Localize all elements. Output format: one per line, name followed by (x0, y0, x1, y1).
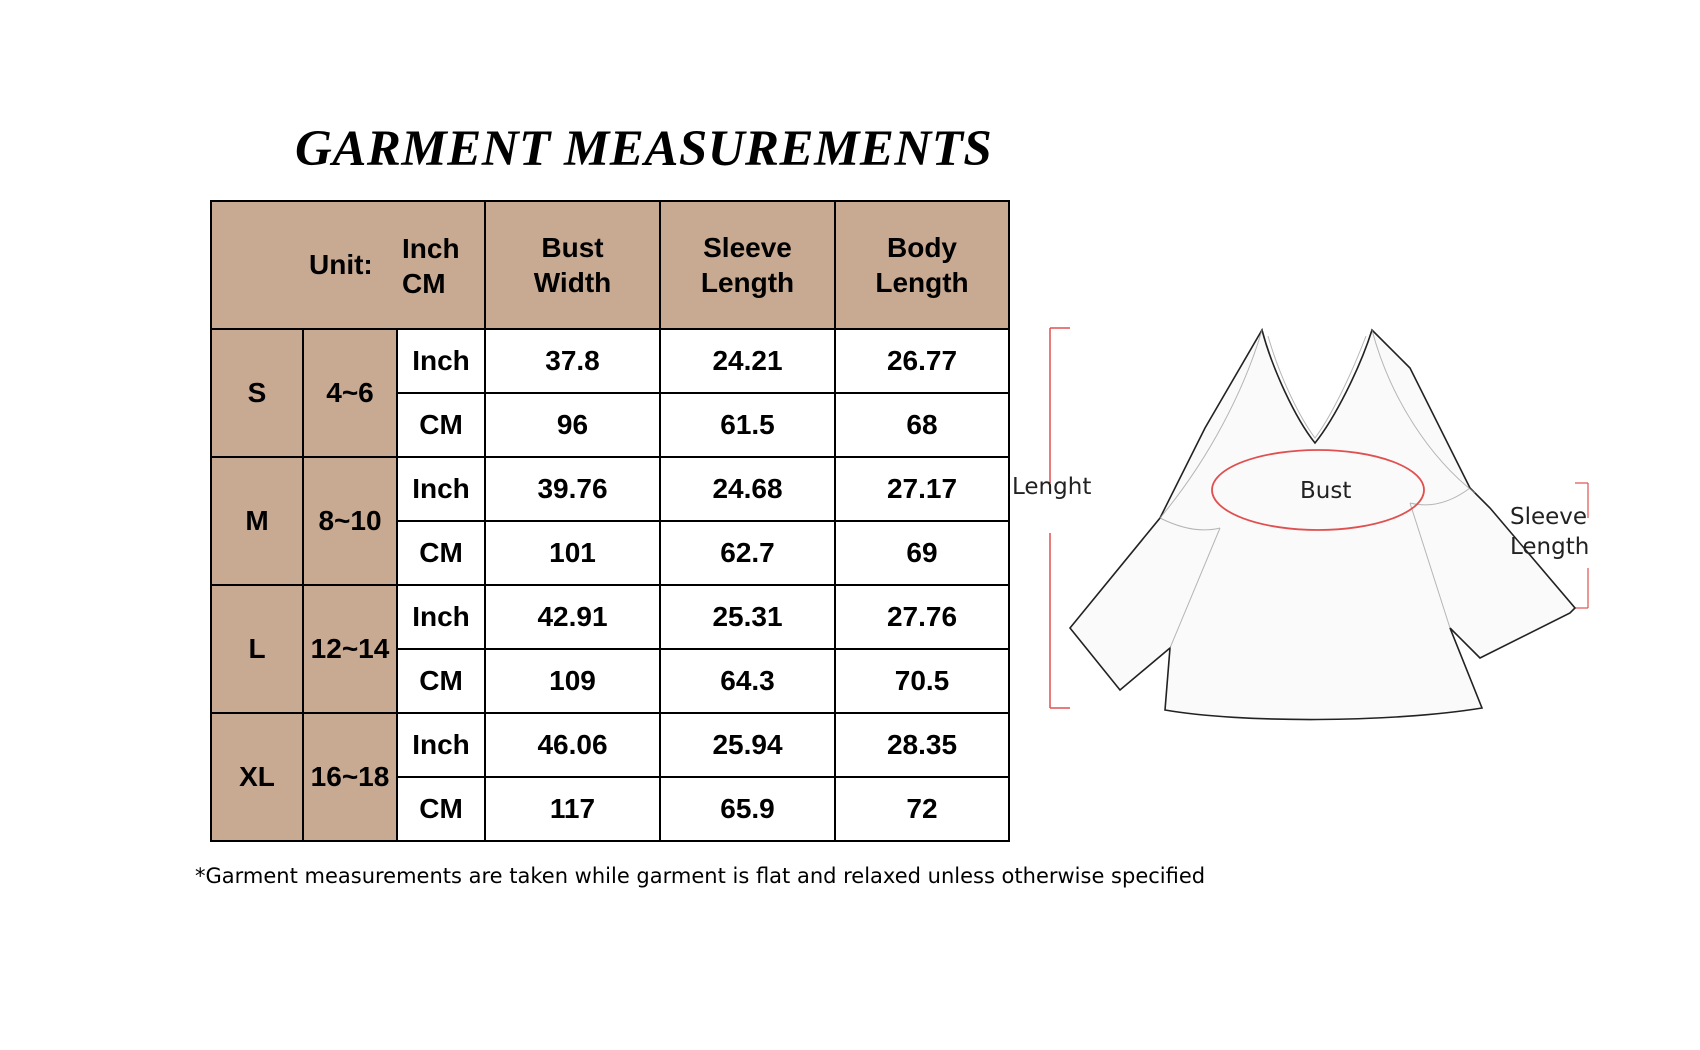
value-cell: 109 (485, 649, 660, 713)
size-chart-table (210, 200, 1010, 842)
page-title: GARMENT MEASUREMENTS (295, 121, 993, 177)
size-cell: S (211, 329, 303, 457)
table-row (211, 585, 1009, 649)
size-cell: M (211, 457, 303, 585)
unit-option: Inch (402, 233, 460, 264)
value-cell: 26.77 (835, 329, 1009, 393)
size-cell: L (211, 585, 303, 713)
column-header (660, 201, 835, 329)
value-cell: 117 (485, 777, 660, 841)
value-cell: 64.3 (660, 649, 835, 713)
unit-cell: CM (397, 393, 485, 457)
table-row (211, 457, 1009, 521)
value-cell: 65.9 (660, 777, 835, 841)
unit-cell: CM (397, 777, 485, 841)
value-cell: 68 (835, 393, 1009, 457)
value-cell: 96 (485, 393, 660, 457)
sleeve-label-line1: Sleeve (1510, 504, 1588, 530)
unit-cell: Inch (397, 713, 485, 777)
value-cell: 101 (485, 521, 660, 585)
value-cell: 25.94 (660, 713, 835, 777)
column-header-label: Body Length (875, 232, 969, 298)
size-range-cell: 8~10 (303, 457, 397, 585)
column-header (485, 201, 660, 329)
value-cell: 62.7 (660, 521, 835, 585)
unit-cell: Inch (397, 585, 485, 649)
unit-options (402, 231, 460, 301)
size-range-cell: 12~14 (303, 585, 397, 713)
value-cell: 70.5 (835, 649, 1009, 713)
table-row (211, 713, 1009, 777)
bust-label: Bust (1300, 478, 1352, 504)
unit-label: Unit: (309, 249, 373, 280)
value-cell: 24.68 (660, 457, 835, 521)
length-bracket (1050, 328, 1070, 708)
column-header-label: Bust Width (533, 232, 612, 298)
value-cell: 42.91 (485, 585, 660, 649)
value-cell: 24.21 (660, 329, 835, 393)
unit-header-cell (211, 201, 485, 329)
value-cell: 46.06 (485, 713, 660, 777)
column-header (835, 201, 1009, 329)
value-cell: 25.31 (660, 585, 835, 649)
blouse-outline (1070, 330, 1575, 720)
value-cell: 39.76 (485, 457, 660, 521)
value-cell: 69 (835, 521, 1009, 585)
unit-cell: Inch (397, 329, 485, 393)
table-row (211, 329, 1009, 393)
value-cell: 28.35 (835, 713, 1009, 777)
size-range-cell: 4~6 (303, 329, 397, 457)
size-range-cell: 16~18 (303, 713, 397, 841)
length-label: Lenght (1012, 474, 1092, 500)
measurement-note: *Garment measurements are taken while garment is flat and relaxed unless otherwise specified (195, 864, 1206, 888)
unit-cell: Inch (397, 457, 485, 521)
value-cell: 72 (835, 777, 1009, 841)
value-cell: 27.17 (835, 457, 1009, 521)
sleeve-label-line2: Length (1510, 534, 1590, 560)
value-cell: 37.8 (485, 329, 660, 393)
garment-diagram (1010, 228, 1630, 748)
unit-cell: CM (397, 521, 485, 585)
size-cell: XL (211, 713, 303, 841)
unit-cell: CM (397, 649, 485, 713)
value-cell: 61.5 (660, 393, 835, 457)
value-cell: 27.76 (835, 585, 1009, 649)
column-header-label: Sleeve Length (700, 232, 795, 298)
unit-option: CM (402, 268, 446, 299)
